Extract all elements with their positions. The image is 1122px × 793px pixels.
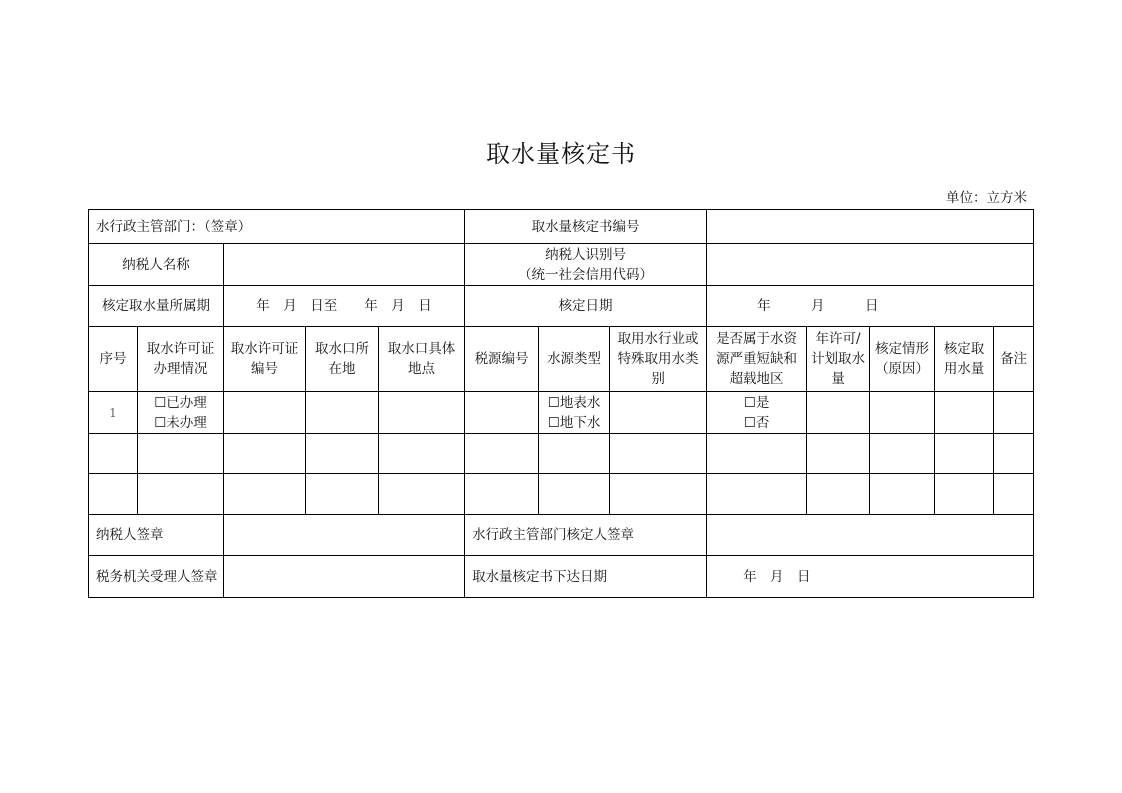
col-header-assess-reason: 核定情形（原因） xyxy=(870,327,935,392)
water-dept-sign-label: 水行政主管部门核定人签章 xyxy=(465,515,707,556)
col-header-permit-status: 取水许可证办理情况 xyxy=(138,327,224,392)
checkbox-no[interactable]: ☐否 xyxy=(743,414,770,431)
book-no-field[interactable] xyxy=(707,210,1034,244)
assessment-form-table xyxy=(88,209,1034,598)
dept-label: 水行政主管部门：（签章） xyxy=(89,210,465,244)
form-row-period xyxy=(89,286,1034,327)
intake-location-cell[interactable] xyxy=(306,392,379,434)
assessed-volume-cell[interactable] xyxy=(935,392,994,434)
col-header-intake-location: 取水口所在地 xyxy=(306,327,379,392)
taxpayer-id-field[interactable] xyxy=(707,244,1034,286)
page-title: 取水量核定书 xyxy=(486,140,636,168)
checkbox-permit-done[interactable]: ☐已办理 xyxy=(154,394,207,411)
col-header-assessed-volume: 核定取用水量 xyxy=(935,327,994,392)
industry-cell[interactable] xyxy=(610,392,707,434)
period-value[interactable]: 年 月 日至 年 月 日 xyxy=(224,286,465,327)
form-row-dept xyxy=(89,210,1034,244)
issue-date-value[interactable]: 年 月 日 xyxy=(707,556,1034,598)
remarks-cell[interactable] xyxy=(994,392,1034,434)
col-header-permit-volume: 年许可/计划取水量 xyxy=(807,327,870,392)
col-header-intake-site: 取水口具体地点 xyxy=(379,327,465,392)
intake-site-cell[interactable] xyxy=(379,392,465,434)
permit-volume-cell[interactable] xyxy=(807,392,870,434)
checkbox-yes[interactable]: ☐是 xyxy=(743,394,770,411)
col-header-industry: 取用水行业或特殊取用水类别 xyxy=(610,327,707,392)
col-header-shortage-area: 是否属于水资源严重短缺和超载地区 xyxy=(707,327,807,392)
table-row xyxy=(89,474,1034,515)
period-label: 核定取水量所属期 xyxy=(89,286,224,327)
form-row-taxpayer xyxy=(89,244,1034,286)
col-header-seq: 序号 xyxy=(89,327,138,392)
checkbox-groundwater[interactable]: ☐地下水 xyxy=(547,414,601,431)
seq-cell: 1 xyxy=(89,392,138,434)
taxpayer-sign-label: 纳税人签章 xyxy=(89,515,224,556)
taxpayer-sign-field[interactable] xyxy=(224,515,465,556)
footer-row-signatures xyxy=(89,515,1034,556)
footer-row-issue xyxy=(89,556,1034,598)
table-row xyxy=(89,392,1034,434)
water-dept-sign-field[interactable] xyxy=(707,515,1034,556)
taxpayer-name-field[interactable] xyxy=(224,244,465,286)
shortage-area-cell xyxy=(707,392,807,434)
checkbox-permit-not-done[interactable]: ☐未办理 xyxy=(154,414,207,431)
permit-status-cell xyxy=(138,392,224,434)
col-header-remarks: 备注 xyxy=(994,327,1034,392)
source-no-cell[interactable] xyxy=(465,392,539,434)
tax-office-sign-label: 税务机关受理人签章 xyxy=(89,556,224,598)
issue-date-label: 取水量核定书下达日期 xyxy=(465,556,707,598)
table-row xyxy=(89,434,1034,474)
taxpayer-id-label-line1: 纳税人识别号 xyxy=(545,246,627,263)
col-header-permit-no: 取水许可证编号 xyxy=(224,327,306,392)
unit-label: 单位：立方米 xyxy=(946,190,1027,206)
assess-date-label: 核定日期 xyxy=(465,286,707,327)
col-header-source-type: 水源类型 xyxy=(539,327,610,392)
taxpayer-name-label: 纳税人名称 xyxy=(89,244,224,286)
book-no-label: 取水量核定书编号 xyxy=(465,210,707,244)
taxpayer-id-label-line2: （统一社会信用代码） xyxy=(518,266,654,283)
tax-office-sign-field[interactable] xyxy=(224,556,465,598)
taxpayer-id-label xyxy=(465,244,707,286)
checkbox-surface-water[interactable]: ☐地表水 xyxy=(547,394,601,411)
assess-reason-cell[interactable] xyxy=(870,392,935,434)
col-header-source-no: 税源编号 xyxy=(465,327,539,392)
column-header-row xyxy=(89,327,1034,392)
source-type-cell xyxy=(539,392,610,434)
assess-date-value[interactable]: 年 月 日 xyxy=(707,286,1034,327)
permit-no-cell[interactable] xyxy=(224,392,306,434)
